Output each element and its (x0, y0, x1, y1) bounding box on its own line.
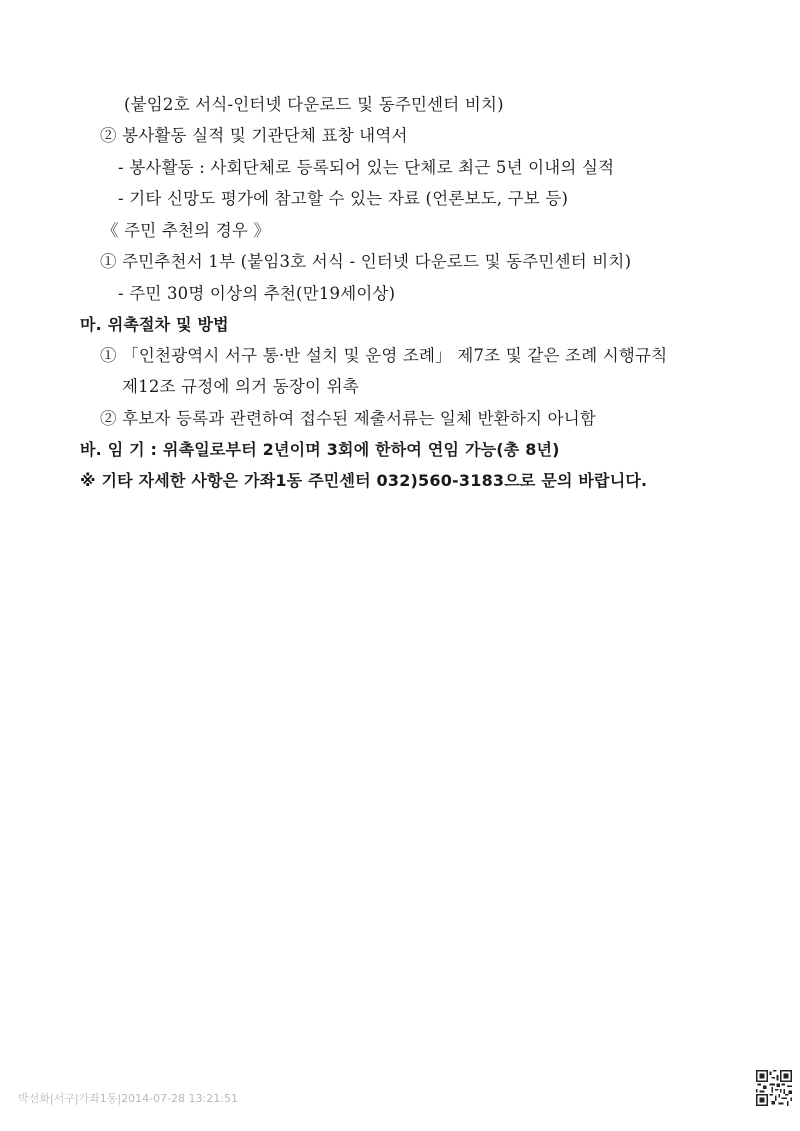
section-ba-term: 바. 임 기 : 위촉일로부터 2년이며 3회에 한하여 연임 가능(총 8년) (80, 440, 560, 459)
attachment-2-form-note: (붙임2호 서식-인터넷 다운로드 및 동주민센터 비치) (124, 95, 504, 114)
item-1-recommendation-form: ① 주민추천서 1부 (붙임3호 서식 - 인터넷 다운로드 및 동주민센터 비치) (100, 252, 632, 271)
volunteer-activity-detail: - 봉사활동 : 사회단체로 등록되어 있는 단체로 최근 5년 이내의 실적 (118, 158, 615, 177)
item-2-volunteer-record: ② 봉사활동 실적 및 기관단체 표창 내역서 (100, 126, 408, 145)
qr-code-icon (756, 1070, 792, 1106)
credibility-material-detail: - 기타 신망도 평가에 참고할 수 있는 자료 (언론보도, 구보 등) (118, 189, 569, 208)
item-2-documents-not-returned: ② 후보자 등록과 관련하여 접수된 제출서류는 일체 반환하지 아니함 (100, 409, 597, 428)
resident-recommendation-heading: 《 주민 추천의 경우 》 (102, 221, 271, 240)
print-stamp: 박선화|서구|가좌1동|2014-07-28 13:21:51 (18, 1092, 238, 1105)
section-ma-heading: 마. 위촉절차 및 방법 (80, 315, 229, 334)
recommendation-requirement: - 주민 30명 이상의 추천(만19세이상) (118, 284, 396, 303)
ordinance-reference-continued: 제12조 규정에 의거 동장이 위촉 (122, 377, 359, 396)
item-1-ordinance-reference: ① 「인천광역시 서구 통·반 설치 및 운영 조례」 제7조 및 같은 조례 시행규칙 (100, 346, 668, 365)
contact-note: ※ 기타 자세한 사항은 가좌1동 주민센터 032)560-3183으로 문의 바랍니다. (80, 471, 648, 490)
